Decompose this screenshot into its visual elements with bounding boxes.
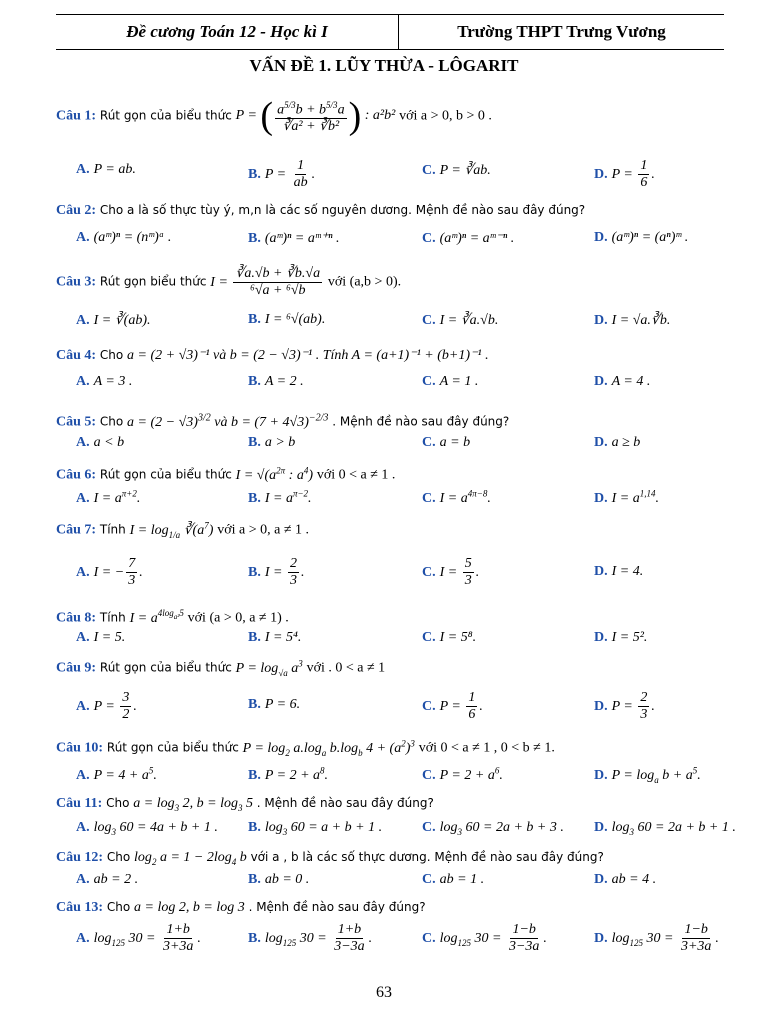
option-c: C. $\log_3 60 = 2a + b + 3$ . bbox=[422, 820, 564, 837]
question-text: Cho bbox=[99, 414, 124, 429]
option-c: C. I = $\frac{5}{3}$ . bbox=[422, 556, 480, 588]
question-text: Cho a là số thực tùy ý, m,n là các số nguyên dương. Mệnh đề nào sau đây đúng? bbox=[99, 203, 586, 217]
question-7 bbox=[56, 520, 746, 539]
question-expression: $a = (2 - √3)^{3/2}$ và $b = (7 + 4√3)^{-2/3}$ bbox=[127, 412, 329, 430]
question-text: Rút gọn của biểu thức bbox=[99, 660, 232, 675]
question-4 bbox=[56, 347, 746, 364]
question-expression: P = ( $\frac{a^{5/3}b + b^{5/3}a}{\text{∛a² + ∛b²}}$ ) : a²b² bbox=[235, 95, 396, 137]
option-d: D. P = $\frac{2}{3}$ . bbox=[594, 690, 655, 722]
question-label: Câu 12: bbox=[56, 850, 104, 865]
question-expression: $\log_2 a = 1 - 2\log_4$ b bbox=[134, 850, 247, 867]
option-b: B. $\log_{125} 30$ = $\frac{1+b}{3-3a}$ . bbox=[248, 922, 373, 954]
question-label: Câu 9: bbox=[56, 660, 97, 676]
option-a: A. $\log_3 60 = 4a + b + 1$ . bbox=[76, 820, 218, 837]
question-expression: I = $\frac{∛a.√b + ∛b.√a}{\text{⁶√a + ⁶√b}}$ bbox=[210, 266, 321, 298]
question-text: Rút gọn của biểu thức bbox=[106, 740, 239, 755]
question-text: Cho bbox=[106, 796, 130, 810]
option-a: A. $I = a^{\pi+2}$. bbox=[76, 488, 141, 506]
question-13 bbox=[56, 900, 746, 916]
option-a: A. a < b bbox=[76, 435, 125, 450]
question-expression: $P = \log_2 a.\log_a$ $b.\log_b$ $4 + (a^2)^3$ bbox=[242, 738, 415, 758]
question-12 bbox=[56, 850, 746, 867]
option-a: A. P = ab. bbox=[76, 162, 136, 177]
option-b: B. ab = 0 . bbox=[248, 872, 310, 887]
option-a: A. I = − $\frac{7}{3}$ . bbox=[76, 556, 143, 588]
question-expression: a = log 2, b = log 3 bbox=[134, 900, 245, 915]
option-d: D. ab = 4 . bbox=[594, 872, 657, 887]
header-course-title: Đề cương Toán 12 - Học kì I bbox=[56, 15, 399, 49]
question-text: Rút gọn biểu thức bbox=[99, 274, 207, 289]
option-c: C. a = b bbox=[422, 435, 471, 450]
option-b: B. $P = 2 + a^8$. bbox=[248, 765, 329, 783]
option-a: A. P = $\frac{3}{2}$ . bbox=[76, 690, 137, 722]
option-b: B. I = $\frac{2}{3}$ . bbox=[248, 556, 305, 588]
question-condition: với a > 0, a ≠ 1 . bbox=[217, 522, 310, 538]
option-d: D. A = 4 . bbox=[594, 374, 651, 389]
question-text: Cho bbox=[99, 348, 124, 362]
section-title: VẤN ĐỀ 1. LŨY THỪA - LÔGARIT bbox=[249, 56, 519, 75]
question-9 bbox=[56, 658, 746, 677]
question-11 bbox=[56, 796, 746, 813]
question-label: Câu 8: bbox=[56, 610, 97, 626]
question-expression: $P = \log_{√a} a^3$ bbox=[235, 658, 303, 678]
option-a: A. ab = 2 . bbox=[76, 872, 139, 887]
question-3 bbox=[56, 266, 746, 299]
question-2 bbox=[56, 203, 746, 219]
question-condition: với 0 < a ≠ 1 . bbox=[316, 467, 396, 483]
option-b: B. P = $\frac{1}{ab}$ . bbox=[248, 158, 316, 190]
question-condition: với (a > 0, a ≠ 1) . bbox=[187, 610, 289, 626]
question-label: Câu 4: bbox=[56, 348, 97, 363]
question-label: Câu 5: bbox=[56, 414, 97, 430]
question-8 bbox=[56, 608, 746, 627]
question-expression: $I = \log_{1/a}$ $∛(a^7)$ bbox=[129, 520, 214, 540]
question-label: Câu 2: bbox=[56, 203, 97, 218]
option-c: C. $P = 2 + a^6$. bbox=[422, 765, 503, 783]
question-label: Câu 3: bbox=[56, 274, 97, 290]
option-c: C. $I = a^{4\pi-8}$. bbox=[422, 488, 491, 506]
option-b: B. A = 2 . bbox=[248, 374, 304, 389]
option-d: D. (aᵐ)ⁿ = (aⁿ)ᵐ . bbox=[594, 230, 689, 245]
question-label: Câu 6: bbox=[56, 467, 97, 483]
option-d: D. I = 5². bbox=[594, 630, 648, 645]
question-label: Câu 13: bbox=[56, 900, 104, 915]
option-b: B. I = ⁶√(ab). bbox=[248, 312, 326, 327]
option-d: D. $I = a^{1,14}$. bbox=[594, 488, 659, 506]
question-condition: với a , b là các số thực dương. Mệnh đề nào sau đây đúng? bbox=[250, 850, 604, 864]
option-d: D. I = √a.∛b. bbox=[594, 313, 671, 328]
question-text: Cho bbox=[106, 850, 131, 864]
option-c: C. I = ∛a.√b. bbox=[422, 313, 499, 328]
question-label: Câu 7: bbox=[56, 522, 97, 538]
option-a: A. (aᵐ)ⁿ = (nᵐ)ᵃ . bbox=[76, 230, 172, 245]
option-c: C. P = ∛ab. bbox=[422, 163, 491, 178]
question-condition: với a > 0, b > 0 . bbox=[399, 108, 492, 124]
header-school-name: Trường THPT Trưng Vương bbox=[457, 22, 666, 41]
page-header bbox=[56, 14, 724, 50]
option-b: B. P = 6. bbox=[248, 697, 301, 712]
question-label: Câu 11: bbox=[56, 796, 103, 811]
question-text: Cho bbox=[106, 900, 131, 914]
option-a: A. I = ∛(ab). bbox=[76, 313, 151, 328]
question-6 bbox=[56, 465, 746, 484]
option-d: D. $\log_3 60 = 2a + b + 1$ . bbox=[594, 820, 736, 837]
question-1 bbox=[56, 94, 746, 138]
question-condition: . Mệnh đề nào sau đây đúng? bbox=[332, 414, 510, 429]
question-text: Rút gọn của biểu thức bbox=[99, 108, 232, 123]
option-c: C. (aᵐ)ⁿ = aᵐ⁻ⁿ . bbox=[422, 231, 515, 246]
option-b: B. $I = a^{\pi-2}$. bbox=[248, 488, 312, 506]
question-expression: $I = a^{4log_{a^2}5}$ bbox=[129, 608, 184, 626]
option-a: A. A = 3 . bbox=[76, 374, 133, 389]
option-b: B. a > b bbox=[248, 435, 296, 450]
option-b: B. (aᵐ)ⁿ = aᵐ⁺ⁿ . bbox=[248, 231, 340, 246]
question-label: Câu 1: bbox=[56, 108, 97, 124]
option-a: A. $\log_{125} 30$ = $\frac{1+b}{3+3a}$ . bbox=[76, 922, 201, 954]
option-d: D. a ≥ b bbox=[594, 435, 641, 450]
option-d: D. I = 4. bbox=[594, 564, 644, 579]
question-text: Tính bbox=[99, 522, 126, 537]
option-b: B. I = 5⁴. bbox=[248, 630, 302, 645]
question-expression: $a = \log_3 2$, $b = \log_3 5$ bbox=[133, 796, 253, 813]
question-10 bbox=[56, 738, 746, 757]
option-c: C. ab = 1 . bbox=[422, 872, 485, 887]
option-d: D. $P = \log_a b + a^5$. bbox=[594, 765, 701, 785]
question-condition: với 0 < a ≠ 1 , 0 < b ≠ 1. bbox=[418, 740, 555, 756]
question-expression: $I = √(a^{2\pi}$ : $a^4$) bbox=[235, 465, 313, 483]
option-d: D. $\log_{125} 30$ = $\frac{1-b}{3+3a}$ . bbox=[594, 922, 719, 954]
question-condition: . Mệnh đề nào sau đây đúng? bbox=[256, 796, 434, 810]
question-condition: với (a,b > 0). bbox=[327, 274, 402, 290]
question-expression: a = (2 + √3)⁻¹ và b = (2 − √3)⁻¹ . Tính A = (a+1)⁻¹ + (b+1)⁻¹ . bbox=[127, 348, 489, 363]
option-c: C. A = 1 . bbox=[422, 374, 479, 389]
option-d: D. P = $\frac{1}{6}$ . bbox=[594, 158, 655, 190]
option-b: B. $\log_3 60 = a + b + 1$ . bbox=[248, 820, 383, 837]
question-text: Rút gọn của biểu thức bbox=[99, 467, 232, 482]
option-a: A. I = 5. bbox=[76, 630, 126, 645]
question-5 bbox=[56, 412, 746, 431]
question-condition: . Mệnh đề nào sau đây đúng? bbox=[248, 900, 426, 914]
question-label: Câu 10: bbox=[56, 740, 104, 756]
option-c: C. $\log_{125} 30$ = $\frac{1-b}{3-3a}$ . bbox=[422, 922, 547, 954]
option-c: C. P = $\frac{1}{6}$ . bbox=[422, 690, 483, 722]
page-number: 63 bbox=[376, 984, 392, 1001]
question-condition: với . 0 < a ≠ 1 bbox=[306, 660, 386, 676]
option-c: C. I = 5⁸. bbox=[422, 630, 477, 645]
option-a: A. $P = 4 + a^5$. bbox=[76, 765, 157, 783]
question-text: Tính bbox=[99, 610, 126, 625]
